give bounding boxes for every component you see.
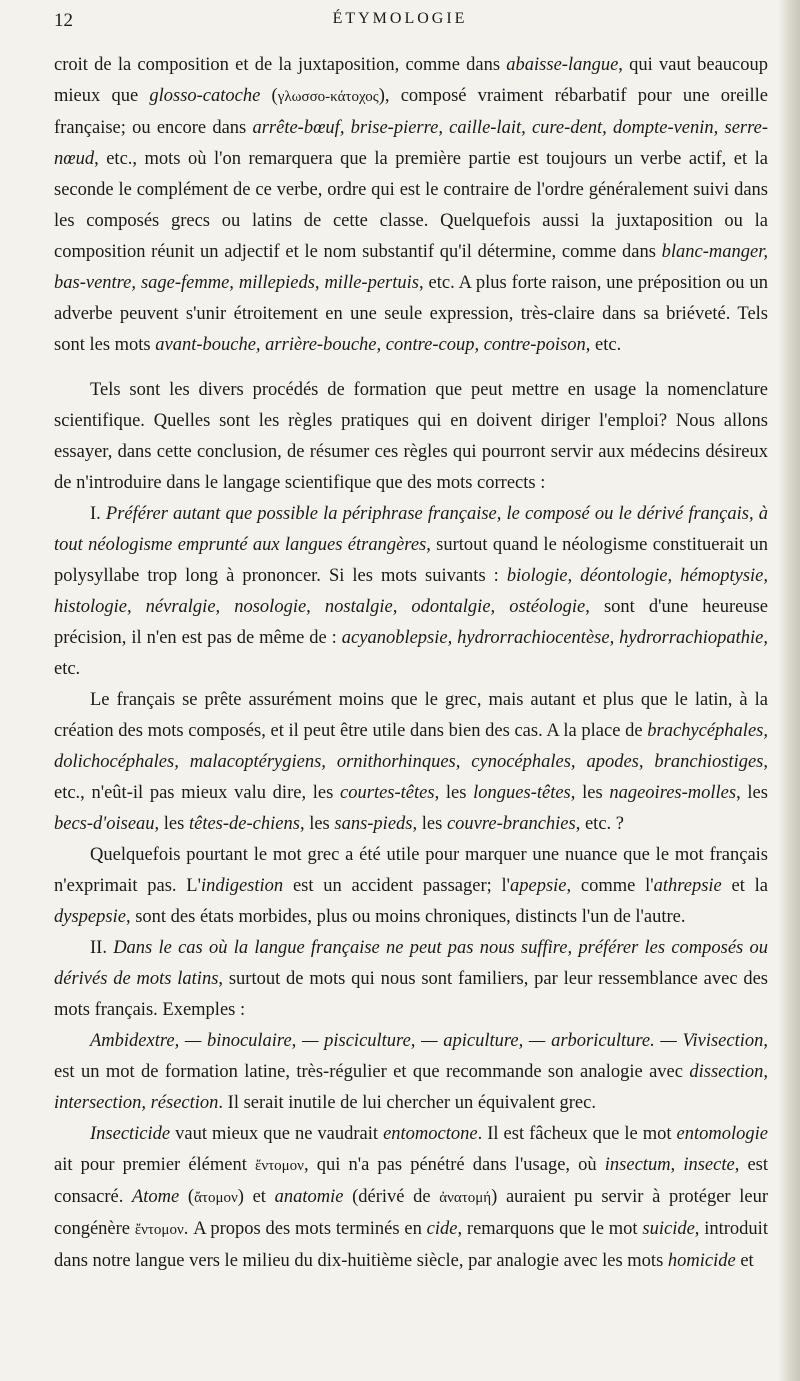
text-run: , les	[154, 814, 189, 834]
italic-term: entomologie	[676, 1124, 768, 1144]
text-run: , etc. ?	[575, 814, 624, 834]
paragraph	[54, 933, 768, 1026]
text-run: , qui vaut beaucoup mieux que	[54, 55, 768, 106]
italic-term: dyspepsie	[54, 907, 126, 927]
italic-term: couvre-branchies	[446, 814, 576, 834]
text-run: , est consacré.	[54, 1155, 768, 1207]
italic-term: anatomie	[274, 1187, 344, 1207]
italic-term: sans-pieds	[334, 814, 413, 834]
paragraph	[54, 50, 768, 361]
text-run: I.	[90, 504, 106, 524]
greek-word: ἄτομον	[194, 1190, 238, 1206]
text-run: , comme l'	[566, 876, 654, 896]
italic-term: athrepsie	[653, 876, 722, 896]
text-run: , etc.	[54, 628, 768, 679]
text-run: , qui n'a pas pénétré dans l'usage, où	[303, 1155, 605, 1175]
italic-term: blanc-manger, bas-ventre, sage-femme, millepieds, mille-pertuis	[54, 242, 768, 293]
italic-term: Dans le cas où la langue française ne peut pas nous suffire, préférer les composés ou dérivés de mots latins	[54, 938, 768, 989]
text-run: Tels sont les divers procédés de formation que peut mettre en usage la nomenclature scientifique. Quelles sont les règles pratiques qui en doivent diriger l'emploi? Nous allons essayer, dans cette conclusion, de résumer ces règles qui pourront servir aux médecins désireux de n'introduire dans le langage scientifique que des mots corrects :	[54, 380, 768, 493]
italic-term: brachycéphales, dolichocéphales, malacoptérygiens, ornithorhinques, cynocéphales, apodes, branchiostiges	[54, 721, 768, 772]
text-run: , les	[570, 783, 610, 803]
page-header	[0, 10, 800, 40]
text-run: , etc., mots où l'on remarquera que la première partie est toujours un verbe actif, et la seconde le complément de ce verbe, ordre qui est le contraire de l'ordre généralement suivi dans les composés grecs ou latins de cette classe. Quelquefois aussi la juxtaposition ou la composition réunit un adjectif et le nom substantif qu'il détermine, comme dans	[54, 149, 768, 262]
text-run: Le français se prête assurément moins que le grec, mais autant et plus que le latin, à la création des mots composés, et il peut être utile dans bien des cas. A la place de	[54, 690, 768, 741]
text-run: , surtout quand le néologisme constituerait un polysyllabe trop long à prononcer. Si les mots suivants :	[54, 535, 768, 586]
text-run: II.	[90, 938, 114, 958]
text-run: et	[735, 1251, 754, 1271]
text-run: et la	[721, 876, 768, 896]
text-run: , les	[736, 783, 768, 803]
text-run: , est un mot de formation latine, très-régulier et que recommande son analogie avec	[54, 1031, 768, 1082]
text-run: . Il serait inutile de lui chercher un équivalent grec.	[218, 1093, 596, 1113]
paragraph	[54, 375, 768, 499]
page-edge-shadow	[778, 0, 800, 1381]
paragraph	[54, 1026, 768, 1119]
text-run: vaut mieux que ne vaudrait	[170, 1124, 384, 1144]
paragraph	[54, 685, 768, 840]
text-run: , sont des états morbides, plus ou moins chroniques, distincts l'un de l'autre.	[125, 907, 686, 927]
italic-term: Ambidextre, — binoculaire, — pisciculture, — apiculture, — arboriculture. — Vivisection	[90, 1031, 764, 1051]
text-run: , les	[412, 814, 447, 834]
text-run: (	[260, 86, 278, 106]
italic-term: arrête-bœuf, brise-pierre, caille-lait, cure-dent, dompte-venin, serre-nœud	[54, 118, 768, 169]
italic-term: cide	[426, 1219, 458, 1239]
text-run: , introduit dans notre langue vers le milieu du dix-huitième siècle, par analogie avec les mots	[54, 1219, 768, 1271]
text-run: ) auraient pu servir à protéger leur congénère	[54, 1187, 768, 1239]
text-run: , etc. A plus forte raison, une préposition ou un adverbe peuvent s'unir étroitement en une seule expression, très-claire dans sa briéveté. Tels sont les mots	[54, 273, 768, 355]
greek-word: ἔντομον	[255, 1158, 304, 1174]
italic-term: têtes-de-chiens	[188, 814, 300, 834]
italic-term: glosso-catoche	[149, 86, 261, 106]
paragraph	[54, 1119, 768, 1277]
greek-word: ἀνατομή	[439, 1190, 492, 1206]
italic-term: suicide	[642, 1219, 695, 1239]
text-run: ), composé vraiment rébarbatif pour une oreille française; ou encore dans	[54, 86, 768, 138]
text-run: . Il est fâcheux que le mot	[477, 1124, 677, 1144]
text-run: , les	[299, 814, 335, 834]
italic-term: avant-bouche, arrière-bouche, contre-coup, contre-poison	[155, 335, 586, 355]
italic-term: biologie, déontologie, hémoptysie, histologie, névralgie, nosologie, nostalgie, odontalgie, ostéologie	[54, 566, 768, 617]
running-title: ÉTYMOLOGIE	[332, 10, 468, 27]
italic-term: longues-têtes	[473, 783, 571, 803]
italic-term: dissection, intersection, résection	[54, 1062, 768, 1113]
italic-term: Atome	[131, 1187, 180, 1207]
italic-term: courtes-têtes	[340, 783, 435, 803]
italic-term: apepsie	[509, 876, 567, 896]
italic-term: nageoires-molles	[609, 783, 737, 803]
text-run: , sont d'une heureuse précision, il n'en est pas de même de :	[54, 597, 768, 648]
italic-term: Insecticide	[90, 1124, 171, 1144]
italic-term: becs-d'oiseau	[54, 814, 155, 834]
italic-term: homicide	[667, 1251, 736, 1271]
text-run: , les	[434, 783, 474, 803]
text-run: , surtout de mots qui nous sont familiers, par leur ressemblance avec des mots français. Exemples :	[54, 969, 769, 1020]
body-text	[54, 50, 768, 1277]
text-run: Quelquefois pourtant le mot grec a été utile pour marquer une nuance que le mot français n'exprimait pas. L'	[54, 845, 768, 896]
text-run: , remarquons que le mot	[457, 1219, 643, 1239]
italic-term: entomoctone	[383, 1124, 478, 1144]
page-number: 12	[54, 10, 73, 31]
greek-word: γλωσσο-κάτοχος	[277, 89, 379, 105]
text-run: ) et	[237, 1187, 275, 1207]
greek-word: ἔντομον	[134, 1222, 184, 1238]
italic-term: abaisse-langue	[506, 55, 619, 75]
paragraph	[54, 499, 768, 685]
italic-term: indigestion	[200, 876, 284, 896]
italic-term: acyanoblepsie, hydrorrachiocentèse, hydrorrachiopathie	[341, 628, 764, 648]
text-run: croit de la composition et de la juxtaposition, comme dans	[54, 55, 507, 75]
italic-term: Préférer autant que possible la périphrase française, le composé ou le dérivé français, à tout néologisme emprunté aux langues étrangères	[54, 504, 768, 555]
text-run: ait pour premier élément	[54, 1155, 256, 1175]
paragraph	[54, 840, 768, 933]
text-run: , etc., n'eût-il pas mieux valu dire, les	[54, 752, 768, 803]
text-run: . A propos des mots terminés en	[183, 1219, 427, 1239]
text-run: , etc.	[585, 335, 622, 355]
text-run: (dérivé de	[343, 1187, 440, 1207]
italic-term: insectum, insecte	[604, 1155, 735, 1175]
text-run: (	[179, 1187, 195, 1207]
text-run: est un accident passager; l'	[283, 876, 510, 896]
